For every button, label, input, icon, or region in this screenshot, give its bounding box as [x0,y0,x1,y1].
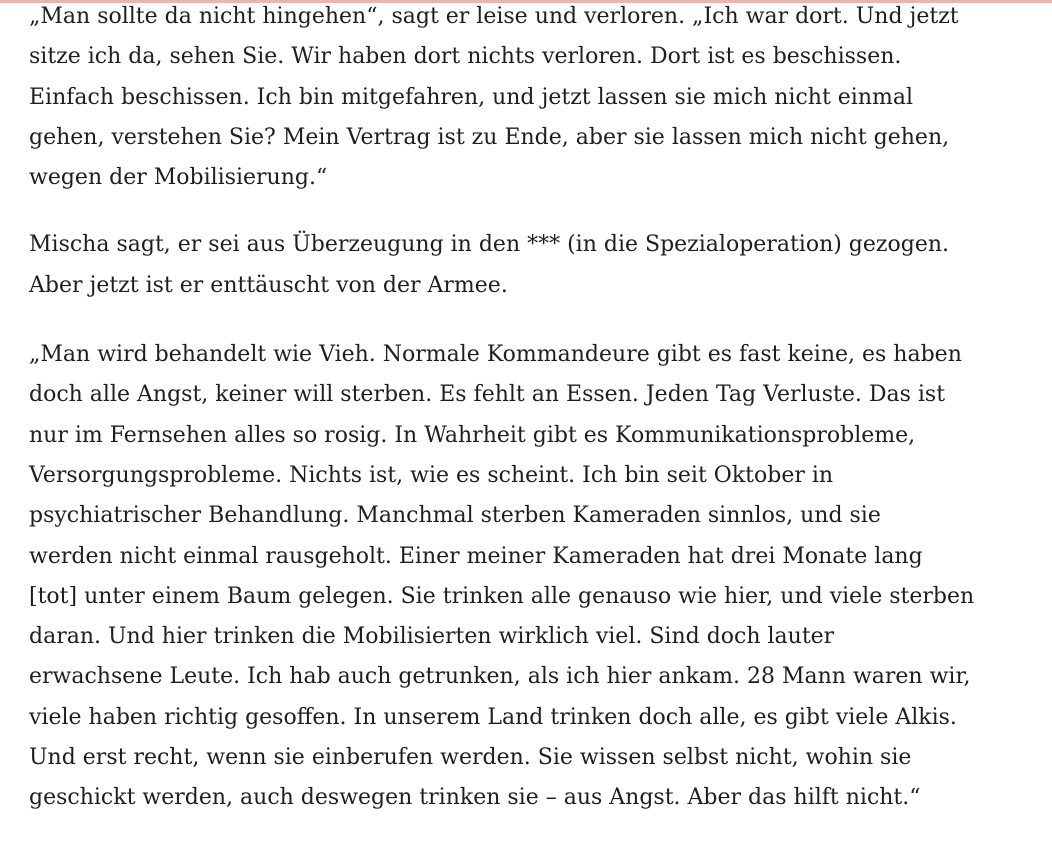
article-body [29,0,1019,819]
paragraph-narration: Mischa sagt, er sei aus Überzeugung in den *** (in die Spezialoperation) gezogen. Aber jetzt ist er enttäuscht von der Armee. [29,232,950,298]
paragraph-quote-1: „Man sollte da nicht hingehen“, sagt er leise und verloren. „Ich war dort. Und jetzt sitze ich da, sehen Sie. Wir haben dort nichts verloren. Dort ist es beschissen. Einfach beschissen. Ich bin mitgefahren, und jetzt lassen sie mich nicht einmal gehen, verstehen Sie? Mein Vertrag ist zu Ende, aber sie lassen mich nicht gehen, wegen der Mobilisierung.“ [29,4,959,191]
paragraph-quote-2: „Man wird behandelt wie Vieh. Normale Kommandeure gibt es fast keine, es haben doch alle Angst, keiner will sterben. Es fehlt an Essen. Jeden Tag Verluste. Das ist nur im Fernsehen alles so rosig. In Wahrheit gibt es Kommunikationsprobleme, Versorgungsprobleme. Nichts ist, wie es scheint. Ich bin seit Oktober in psychiatrischer Behandlung. Manchmal sterben Kameraden sinnlos, und sie werden nicht einmal rausgeholt. Einer meiner Kameraden hat drei Monate lang [tot] unter einem Baum gelegen. Sie trinken alle genauso wie hier, und viele sterben daran. Und hier trinken die Mobilisierten wirklich viel. Sind doch lauter erwachsene Leute. Ich hab auch getrunken, als ich hier ankam. 28 Mann waren wir, viele haben richtig gesoffen. In unserem Land trinken doch alle, es gibt viele Alkis. Und erst recht, wenn sie einberufen werden. Sie wissen selbst nicht, wohin sie geschickt werden, auch deswegen trinken sie – aus Angst. Aber das hilft nicht.“ [29,342,975,811]
